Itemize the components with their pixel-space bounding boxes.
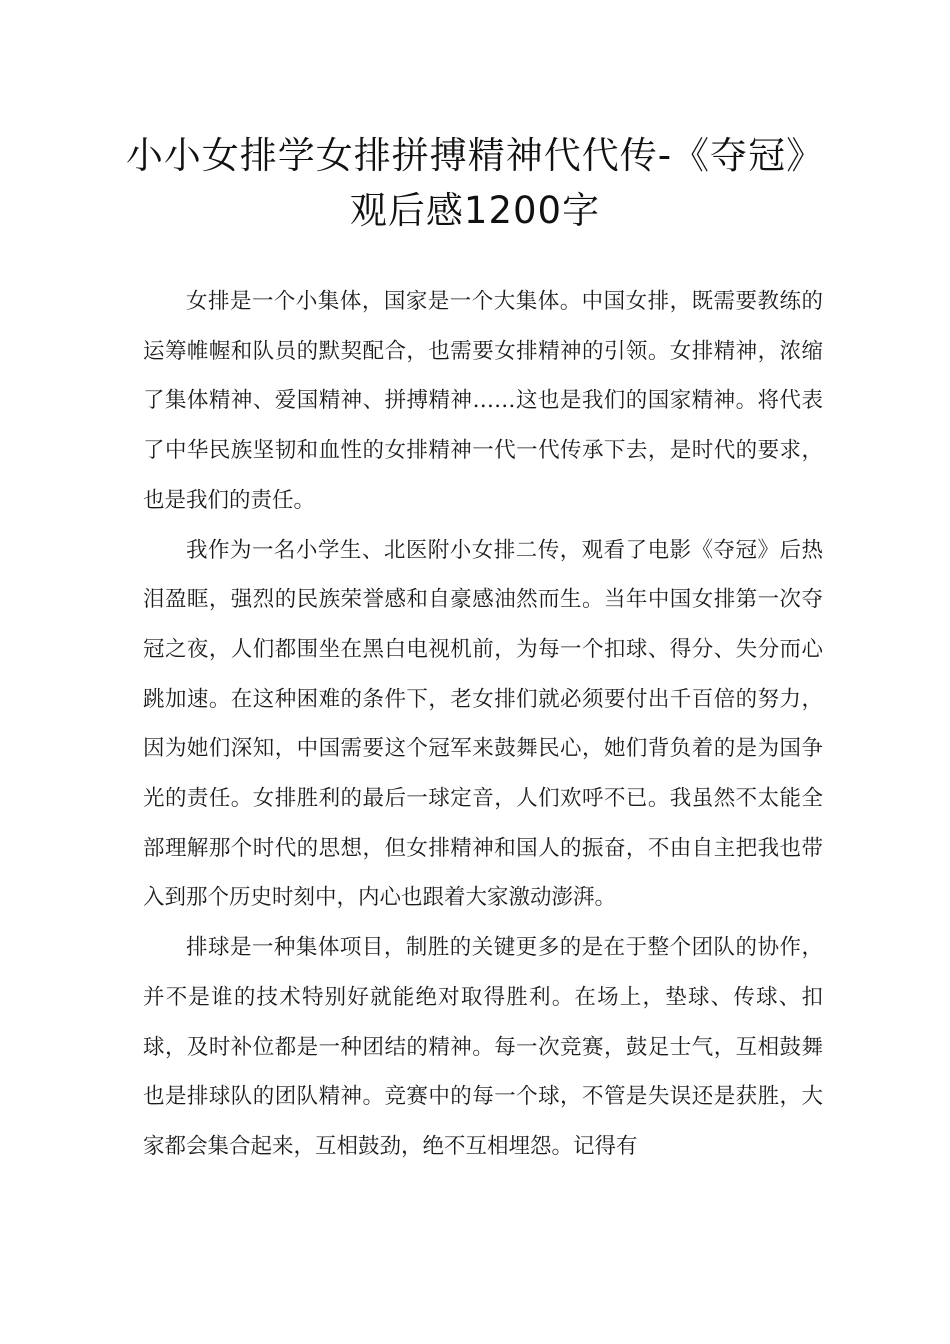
paragraph: 排球是一种集体项目，制胜的关键更多的是在于整个团队的协作，并不是谁的技术特别好就能绝对取得胜利。在场上，垫球、传球、扣球，及时补位都是一种团结的精神。每一次竞赛，鼓足士气，互相鼓舞也是排球队的团队精神。竞赛中的每一个球，不管是失误还是获胜，大家都会集合起来，互相鼓劲，绝不互相埋怨。记得有 (143, 935, 823, 1159)
paragraph: 我作为一名小学生、北医附小女排二传，观看了电影《夺冠》后热泪盈眶，强烈的民族荣誉感和自豪感油然而生。当年中国女排第一次夺冠之夜，人们都围坐在黑白电视机前，为每一个扣球、得分、失分而心跳加速。在这种困难的条件下，老女排们就必须要付出千百倍的努力，因为她们深知，中国需要这个冠军来鼓舞民心，她们背负着的是为国争光的责任。女排胜利的最后一球定音，人们欢呼不已。我虽然不太能全部理解那个时代的思想，但女排精神和国人的振奋，不由自主把我也带入到那个历史时刻中，内心也跟着大家激动澎湃。 (143, 537, 823, 911)
document-title: 小小女排学女排拼搏精神代代传-《夺冠》观后感1200字 (125, 134, 825, 232)
document-body (143, 277, 823, 1172)
paragraph: 女排是一个小集体，国家是一个大集体。中国女排，既需要教练的运筹帷幄和队员的默契配合，也需要女排精神的引领。女排精神，浓缩了集体精神、爱国精神、拼搏精神……这也是我们的国家精神。将代表了中华民族坚韧和血性的女排精神一代一代传承下去，是时代的要求，也是我们的责任。 (143, 289, 823, 513)
